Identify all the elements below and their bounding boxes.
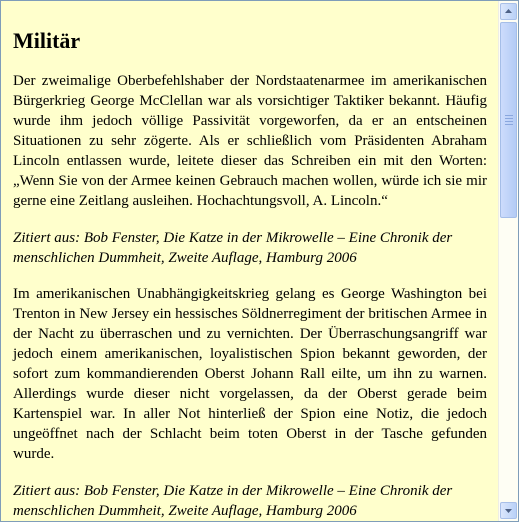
arrow-up-icon	[504, 8, 513, 15]
scroll-thumb[interactable]	[500, 22, 517, 218]
scroll-down-button[interactable]	[500, 502, 517, 519]
grip-line	[505, 124, 513, 125]
paragraph-mcclellan: Der zweimalige Oberbefehlshaber der Nordstaatenarmee im amerikanischen Bürgerkrieg George McClellan war als vorsichtiger Taktiker bekannt. Häufig wurde ihm jedoch völlige Passivität vorgeworfen, da er an entscheinen Situationen zu sehr zögerte. Als er schließlich vom Präsidenten Abraham Lincoln entlassen wurde, leitete dieser das Schreiben ein mit den Worten: „Wenn Sie von der Armee keinen Gebrauch machen wollen, würde ich sie mir gerne eine Zeitlang ausleihen. Hochachtungsvoll, A. Lincoln.“	[13, 73, 487, 209]
article-heading: Militär	[13, 28, 81, 53]
scroll-up-button[interactable]	[500, 3, 517, 20]
vertical-scrollbar[interactable]	[498, 1, 518, 521]
arrow-down-icon	[504, 507, 513, 514]
article	[1, 27, 498, 521]
citation-2: Zitiert aus: Bob Fenster, Die Katze in der Mikrowelle – Eine Chronik der menschlichen Dummheit, Zweite Auflage, Hamburg 2006	[13, 483, 453, 519]
grip-line	[505, 118, 513, 119]
grip-line	[505, 121, 513, 122]
grip-line	[505, 115, 513, 116]
citation-1: Zitiert aus: Bob Fenster, Die Katze in der Mikrowelle – Eine Chronik der menschlichen Dummheit, Zweite Auflage, Hamburg 2006	[13, 230, 453, 266]
paragraph-washington: Im amerikanischen Unabhängigkeitskrieg gelang es George Washington bei Trenton in New Jersey ein hessisches Söldnerregiment der britischen Armee in der Nacht zu überraschen und zu vernichten. Der Überraschungsangriff war jedoch einem amerikanischen, loyalistischen Spion bekannt geworden, der sofort zum kommandierenden Oberst Johann Rall eilte, um ihn zu warnen. Allerdings wurde dieser nicht vorgelassen, da der Oberst gerade beim Kartenspiel war. In aller Not hinterließ der Spion eine Notiz, die jedoch ungeöffnet nach der Schlacht beim toten Oberst in der Tasche gefunden wurde.	[13, 286, 487, 462]
document-content[interactable]	[1, 1, 498, 521]
